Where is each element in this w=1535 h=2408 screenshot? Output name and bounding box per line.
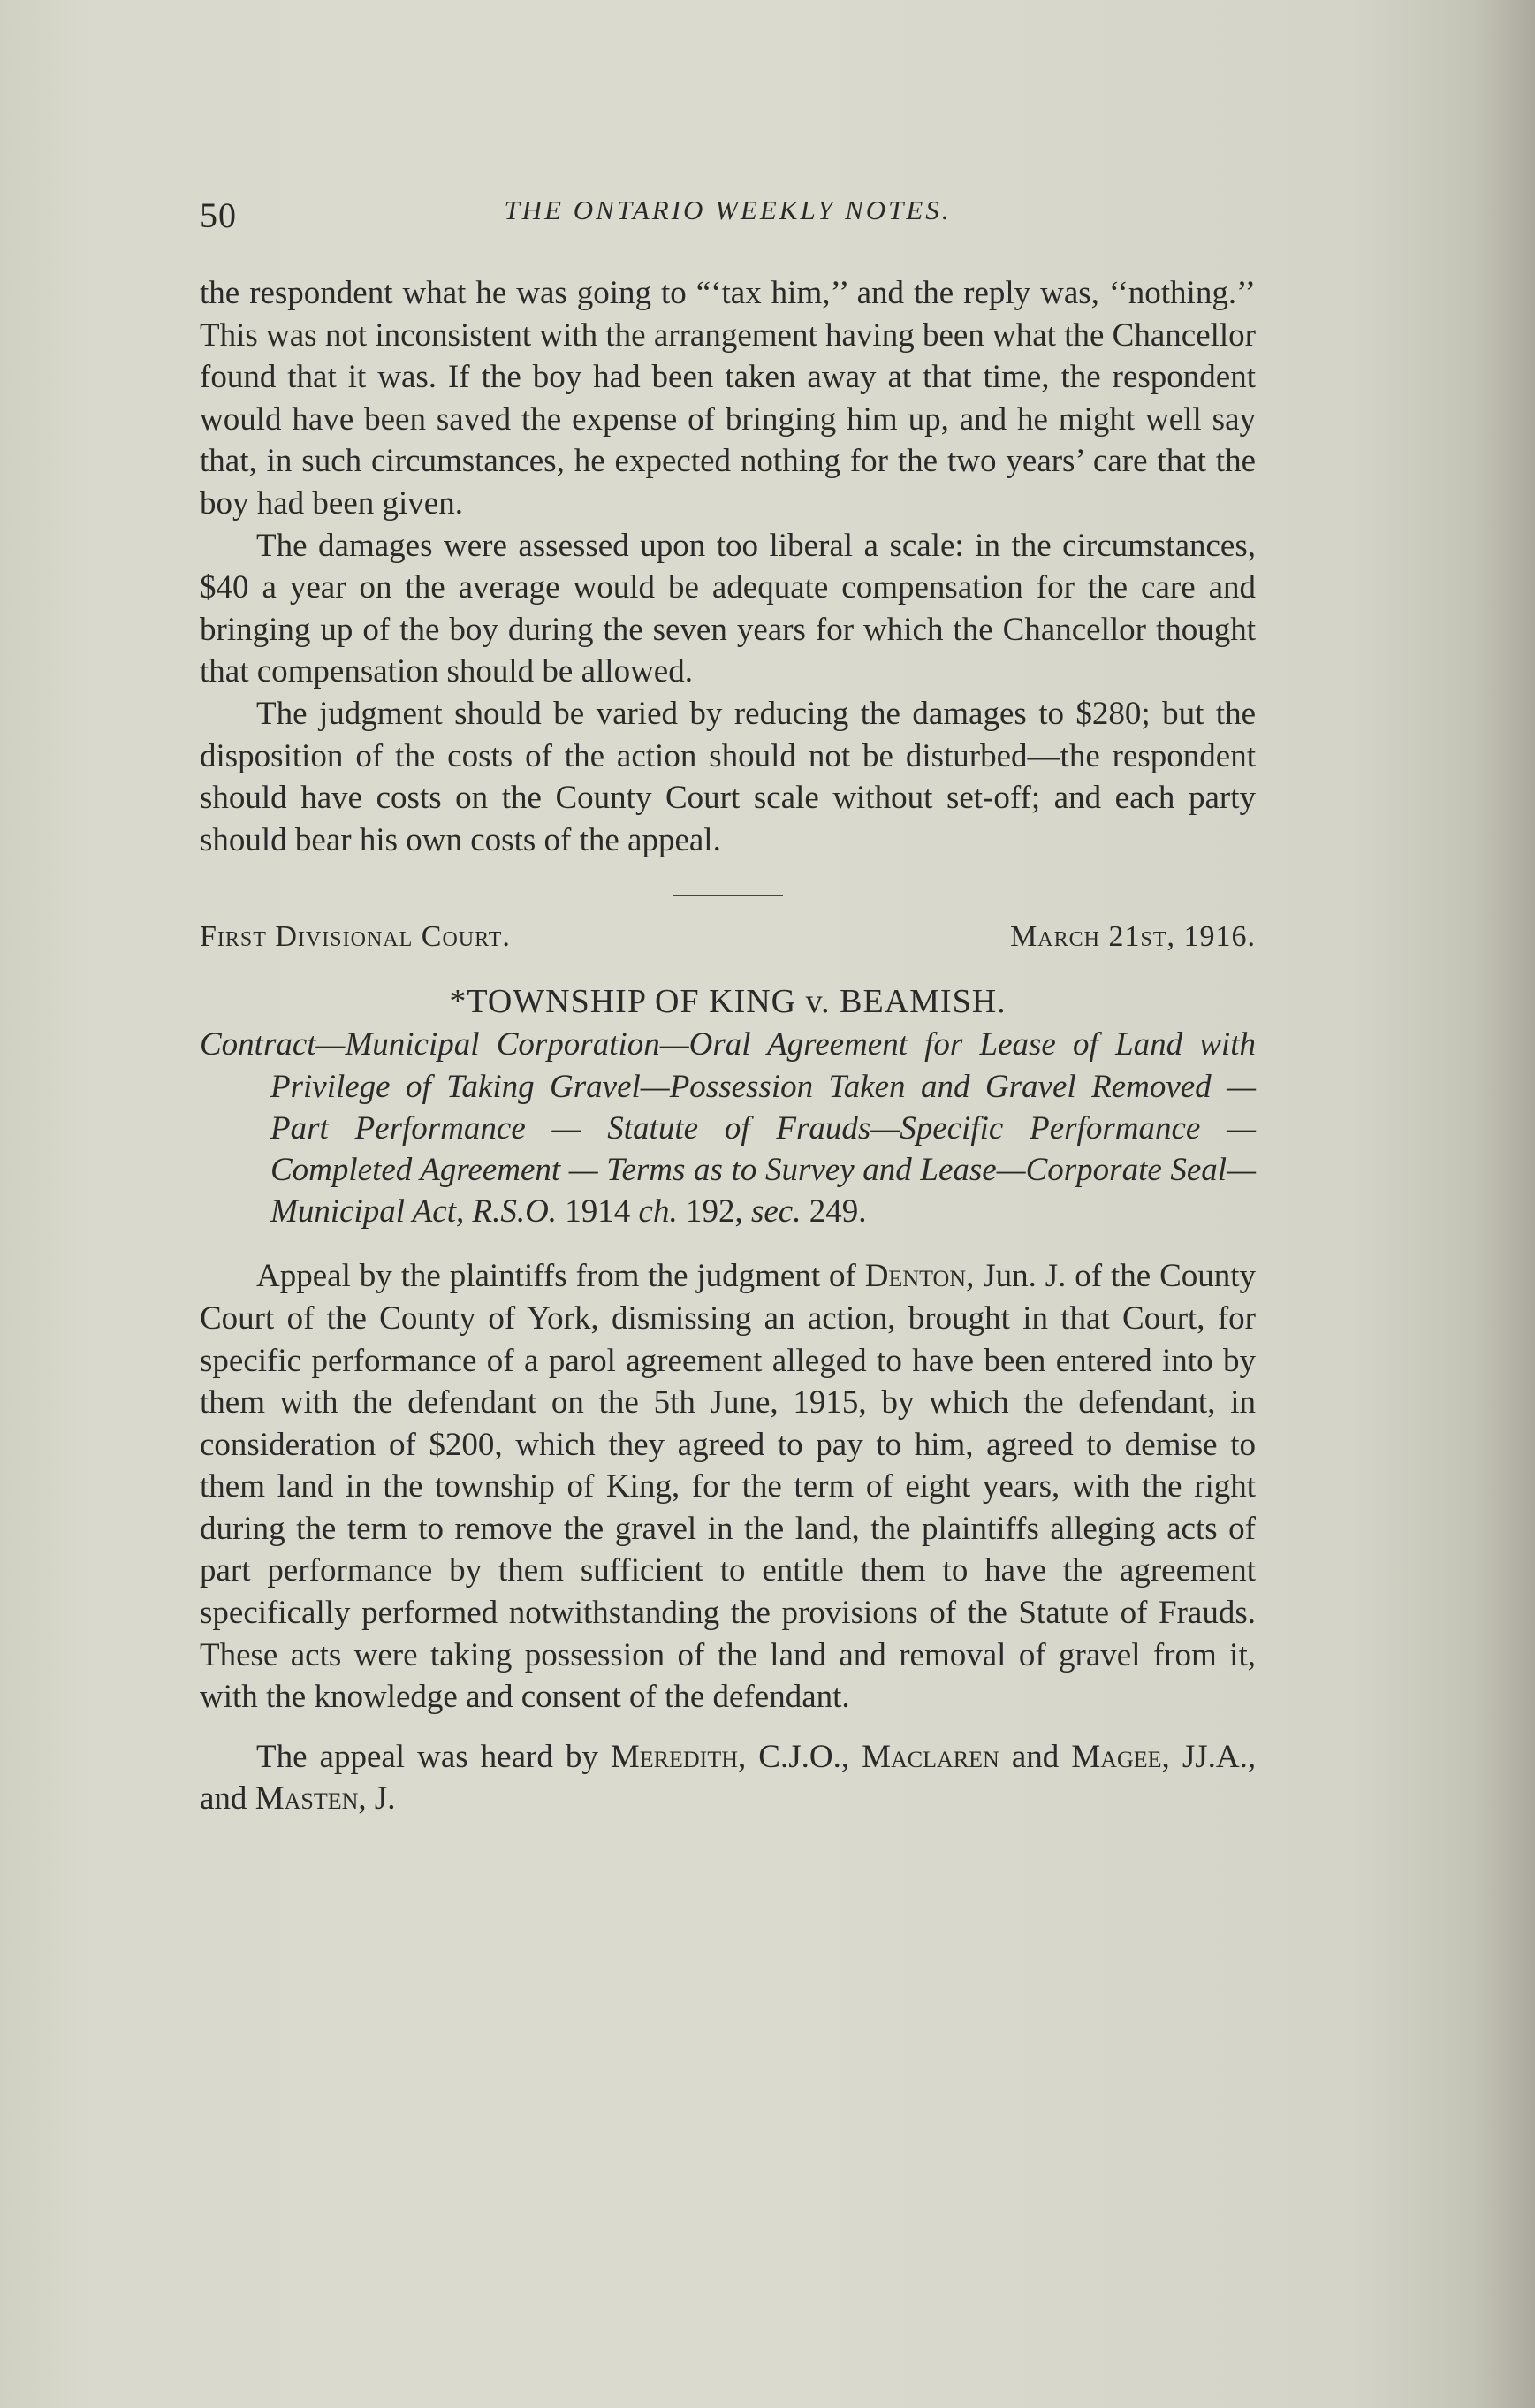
headnote-text: Contract—Municipal Corporation—Oral Agreement for Lease of Land with Privilege of Taking Gravel—Possession Taken and Gravel Removed — Part Performance — Statute of Frauds—Specific Performance — Completed Agreement — Terms as to Survey and Lease—Corporate Seal—Municipal Act, R.S.O.	[200, 1026, 1256, 1231]
title-jja: JJ.A., and	[200, 1738, 1257, 1817]
judge-meredith: Meredith,	[610, 1738, 747, 1775]
citation-section: 249.	[809, 1193, 867, 1231]
appeal-rest: Jun. J. of the County Court of the County of York, dismissing an action, brought in that Court, for specific performance of a parol agreement alleged to have been entered into by them with the defendant on the 5th June, 1915, by which the defendant, in consideration of $200, which they agreed to pay to him, agreed to demise to them land in the township of King, for the term of eight years, with the right during the term to remove the gravel in the land, the plaintiffs alleging acts of part performance by them sufficient to entitle them to have the agreement specifically performed notwithstanding the provisions of the Statute of Frauds. These acts were taking possession of the land and removal of gravel from it, with the knowledge and consent of the defendant.	[200, 1258, 1257, 1716]
heard-lead: The appeal was heard by	[256, 1738, 598, 1775]
citation-sec: sec.	[750, 1193, 802, 1231]
citation-ch: ch.	[638, 1193, 678, 1231]
paragraph-judgment: The judgment should be varied by reducing the damages to $280; but the disposition of the costs of the action should not be disturbed—the respondent should have costs on the County Court scale without set-off; and each party should bear his own costs of the appeal.	[200, 695, 1256, 858]
title-j: J.	[374, 1780, 396, 1817]
paragraph-damages: The damages were assessed upon too liberal a scale: in the circumstances, $40 a year on the average would be adequate compensation for the care and bringing up of the boy during the seven years for which the Chancellor thought that compensation should be allowed.	[200, 527, 1256, 690]
title-cjo: C.J.O.,	[758, 1738, 850, 1775]
judge-magee: Magee,	[1071, 1738, 1170, 1775]
judge-masten: Masten,	[255, 1780, 367, 1817]
paragraph-continuation: the respondent what he was going to “‘tax him,’’ and the reply was, ‘‘nothing.’’ This was not inconsistent with the arrangement having been what the Chancellor found that it was. If the boy had been taken away at that time, the respondent would have been saved the expense of bringing him up, and he might well say that, in such circumstances, he expected nothing for the two years’ care that the boy had been given.	[200, 275, 1256, 522]
page-body	[200, 272, 1256, 1820]
case-title: *TOWNSHIP OF KING v. BEAMISH.	[449, 983, 1007, 1021]
page-header	[200, 187, 1256, 240]
running-title: THE ONTARIO WEEKLY NOTES.	[504, 194, 952, 225]
judge-denton: Denton,	[864, 1258, 975, 1295]
citation-year: 1914	[565, 1193, 631, 1231]
decision-date: March 21st, 1916.	[1010, 920, 1256, 954]
conj-and: and	[1011, 1738, 1060, 1775]
paragraph-heard	[200, 1736, 1256, 1820]
headnote	[200, 1024, 1256, 1232]
judge-maclaren: Maclaren	[862, 1738, 999, 1775]
appeal-lead: Appeal by the plaintiffs from the judgment of	[256, 1258, 856, 1295]
section-divider	[673, 895, 783, 896]
court-name: First Divisional Court.	[200, 920, 511, 954]
citation-chapter: 192,	[685, 1193, 743, 1231]
page-number: 50	[200, 195, 237, 235]
court-line	[200, 916, 1256, 958]
paragraph-appeal	[200, 1255, 1256, 1718]
